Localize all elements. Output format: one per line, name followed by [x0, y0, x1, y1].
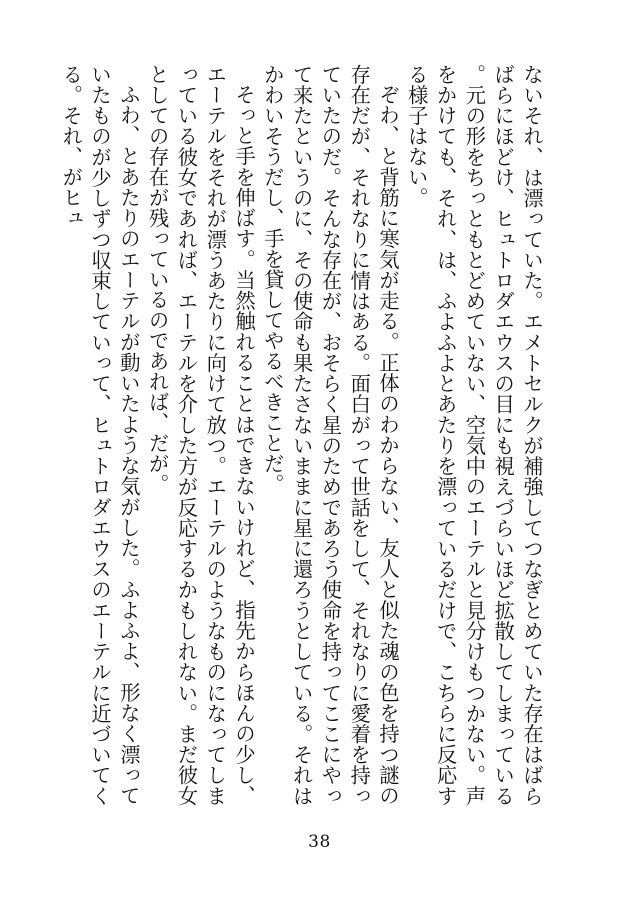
page-number: 38 [308, 832, 331, 852]
paragraph-1: ないそれ、は漂っていた。エメトセルクが補強してつなぎとめていた存在はばらばらにほどけ、ヒュトロダエウスの目にも視えづらいほど拡散してしまっている。元の形をちっともとどめていない、空気中のエーテルと見分けもつかない。声をかけても、それ、は、ふよふよとあたりを漂っているだけで、こちらに反応する様子はない。 [404, 64, 544, 806]
paragraph-2: ぞわ、と背筋に寒気が走る。正体のわからない、友人と似た魂の色を持つ謎の存在だが、それなりに情はある。面白がって世話をして、それなりに愛着を持っていたのだ。そんな存在が、おそらく星のためであろう使命を持ってここにやって来たというのに、その使命も果たさないままに星に還ろうとしている。それはかわいそうだし、手を貸してやるべきことだ。 [260, 64, 401, 806]
paragraph-3: そっと手を伸ばす。当然触れることはできないけれど、指先からほんの少し、エーテルをそれが漂うあたりに向けて放つ。エーテルのようなものになってしまっている彼女であれば、エーテルを介した方が反応するかもしれない。まだ彼女としての存在が残っているのであれば、だが。 [145, 64, 257, 806]
vertical-body-text [59, 64, 546, 806]
paragraph-4: ふわ、とあたりのエーテルが動いたような気がした。ふよふよ、形なく漂っていたものが少しずつ収束していって、ヒュトロダエウスのエーテルに近づいてくる。それ、がヒュ [59, 64, 141, 806]
